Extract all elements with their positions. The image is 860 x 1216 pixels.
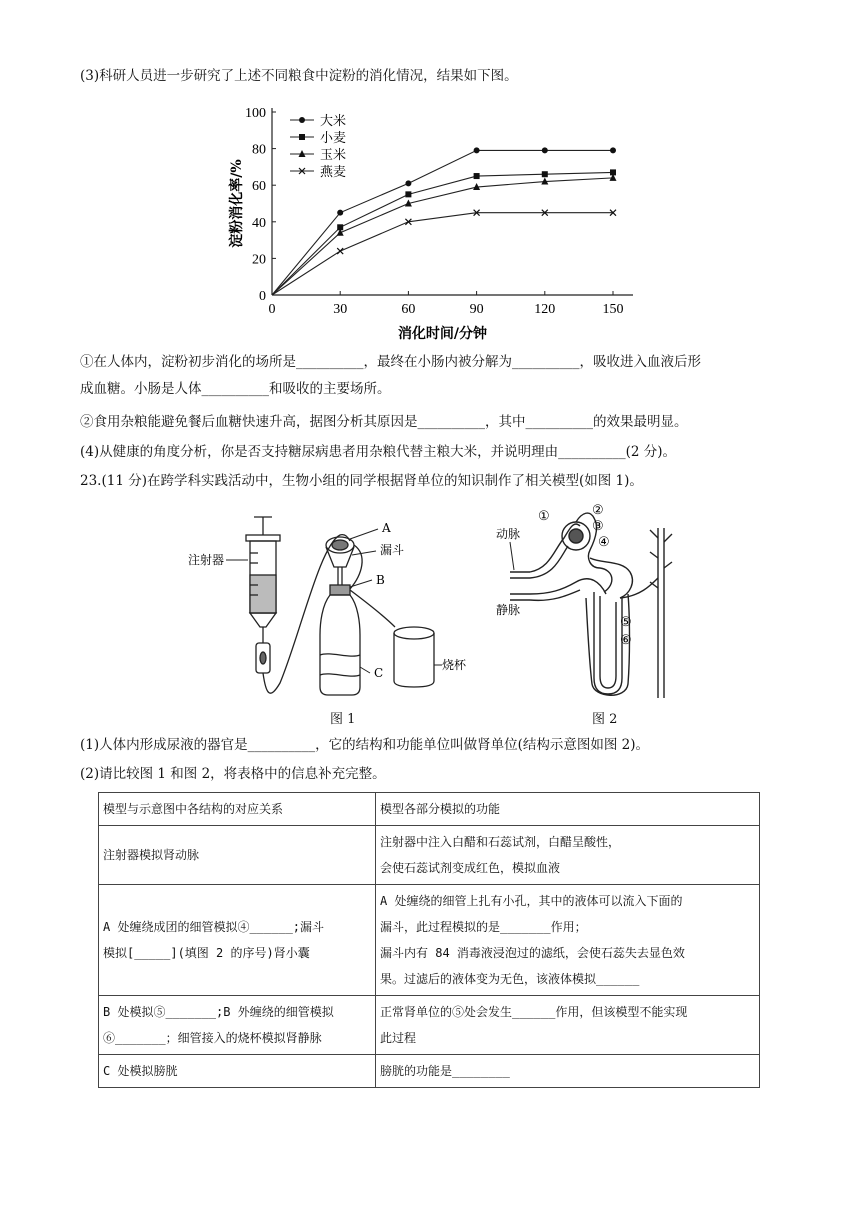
y-tick-label: 100 <box>245 106 266 121</box>
q3-intro: (3)科研人员进一步研究了上述不同粮食中淀粉的消化情况，结果如下图。 <box>80 68 518 84</box>
cell-line: A 处缠绕成团的细管模拟④______;漏斗 <box>103 920 325 934</box>
cell-line: ⑥_______；细管接入的烧杯模拟肾静脉 <box>103 1031 322 1045</box>
table-row <box>99 996 760 1055</box>
label-5: ⑤ <box>620 615 632 630</box>
cell-line: 漏斗内有 84 消毒液浸泡过的滤纸，会使石蕊失去显色效 <box>380 946 685 960</box>
series-line-3 <box>272 213 613 295</box>
funnel-label: 漏斗 <box>380 543 405 557</box>
table-cell-right <box>376 826 760 885</box>
q23-intro: 23.(11 分)在跨学科实践活动中，生物小组的同学根据肾单位的知识制作了相关模型(如图 1)。 <box>80 473 643 489</box>
x-tick-label: 0 <box>268 302 276 317</box>
table-cell-left <box>99 826 376 885</box>
table-cell-right <box>376 996 760 1055</box>
legend-label: 大米 <box>320 114 347 129</box>
table-row <box>99 1055 760 1088</box>
y-axis-label: 淀粉消化率/% <box>229 159 245 248</box>
table-header-cell: 模型与示意图中各结构的对应关系 <box>99 793 376 826</box>
legend-marker <box>299 117 305 123</box>
pointer-C <box>360 667 370 673</box>
data-point <box>405 180 411 186</box>
y-tick-label: 40 <box>252 215 266 231</box>
bottle-drawing <box>320 537 395 695</box>
figure-2-caption: 图 2 <box>592 712 618 727</box>
pointer-A <box>350 529 378 539</box>
cell-line: 漏斗，此过程模拟的是_______作用； <box>380 920 587 934</box>
x-tick-label: 30 <box>333 302 348 317</box>
q23-1: (1)人体内形成尿液的器官是__________，它的结构和功能单位叫做肾单位(结构示意图如图 2)。 <box>80 737 650 753</box>
vein-label: 静脉 <box>496 603 521 617</box>
beaker-drawing <box>394 627 434 687</box>
table-row <box>99 885 760 996</box>
syringe-label: 注射器 <box>188 553 225 567</box>
q4: (4)从健康的角度分析，你是否支持糖尿病患者用杂粮代替主粮大米，并说明理由__________(2 分)。 <box>80 444 677 460</box>
table-cell-left <box>99 1055 376 1088</box>
nephron-drawing <box>510 513 672 698</box>
table-cell-left <box>99 885 376 996</box>
data-point <box>610 147 616 153</box>
label-2: ② <box>592 503 604 518</box>
table-header-cell: 模型各部分模拟的功能 <box>376 793 760 826</box>
x-tick-label: 90 <box>469 302 484 317</box>
label-B: B <box>376 573 385 587</box>
pointer-funnel <box>352 551 376 555</box>
cell-line: B 处模拟⑤_______;B 外缠绕的细管模拟 <box>103 1005 334 1019</box>
artery-label: 动脉 <box>496 527 521 541</box>
table-cell-left <box>99 996 376 1055</box>
x-tick-label: 60 <box>401 302 416 317</box>
cell-line: A 处缠绕的细管上扎有小孔，其中的液体可以流入下面的 <box>380 894 683 908</box>
label-3: ③ <box>592 519 604 534</box>
data-point <box>474 173 480 179</box>
x-tick-label: 120 <box>534 302 556 317</box>
label-C: C <box>374 666 384 680</box>
cell-line: 注射器模拟肾动脉 <box>103 848 200 862</box>
label-6: ⑥ <box>620 633 632 648</box>
q3-2: ②食用杂粮能避免餐后血糖快速升高，据图分析其原因是__________，其中__________的效果最明显。 <box>80 414 688 430</box>
cell-line: 模拟[_____](填图 2 的序号)肾小囊 <box>103 946 310 960</box>
data-point <box>337 210 343 216</box>
digestion-chart <box>225 98 645 348</box>
beaker-label: 烧杯 <box>442 658 467 672</box>
cell-line: 膀胱的功能是________ <box>380 1064 510 1078</box>
q3-1-line-a: ①在人体内，淀粉初步消化的场所是__________，最终在小肠内被分解为__________，吸收进入血液后形 <box>80 354 701 370</box>
y-tick-label: 0 <box>259 289 266 304</box>
pointer-B <box>350 580 372 587</box>
x-tick-label: 150 <box>602 302 624 317</box>
data-point <box>405 191 411 197</box>
legend-label: 小麦 <box>320 131 347 146</box>
x-axis-label: 消化时间/分钟 <box>397 326 488 342</box>
comparison-table <box>98 792 760 1088</box>
label-4: ④ <box>598 535 610 550</box>
q3-1-line-b: 成血糖。小肠是人体__________和吸收的主要场所。 <box>80 381 391 397</box>
legend-label: 玉米 <box>320 148 347 163</box>
figure-1-caption: 图 1 <box>330 712 356 727</box>
table-cell-right <box>376 885 760 996</box>
y-tick-label: 80 <box>252 142 266 158</box>
cell-line: 此过程 <box>380 1031 417 1045</box>
legend-label: 燕麦 <box>320 165 347 180</box>
data-point <box>474 147 480 153</box>
data-point <box>542 147 548 153</box>
figure-2-nephron <box>490 498 690 708</box>
cell-line: 会使石蕊试剂变成红色，模拟血液 <box>380 861 561 875</box>
cell-line: 注射器中注入白醋和石蕊试剂，白醋呈酸性， <box>380 835 621 849</box>
cell-line: 正常肾单位的⑤处会发生______作用，但该模型不能实现 <box>380 1005 688 1019</box>
line-chart-svg <box>225 98 645 348</box>
figure-1-model <box>180 505 470 705</box>
cell-line: C 处模拟膀胱 <box>103 1064 178 1078</box>
table-header-row <box>99 793 760 826</box>
cell-line: 果。过滤后的液体变为无色，该液体模拟______ <box>380 972 640 986</box>
label-1: ① <box>538 509 550 524</box>
table-row <box>99 826 760 885</box>
data-point <box>337 248 343 254</box>
table-cell-right <box>376 1055 760 1088</box>
y-tick-label: 20 <box>252 252 266 268</box>
q23-2: (2)请比较图 1 和图 2，将表格中的信息补充完整。 <box>80 766 386 782</box>
pointer-artery <box>510 542 514 570</box>
y-tick-label: 60 <box>252 179 266 195</box>
legend-marker <box>299 134 305 140</box>
label-A: A <box>382 521 391 535</box>
series-line-2 <box>272 178 613 295</box>
data-point <box>542 171 548 177</box>
